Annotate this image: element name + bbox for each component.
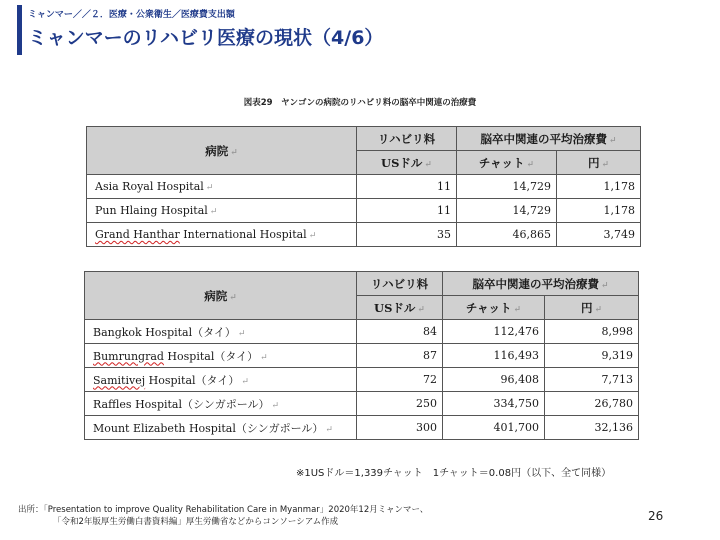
title-accent-bar bbox=[17, 5, 22, 55]
kyat-value: 14,729 bbox=[457, 175, 557, 199]
header-kyat: チャット ↵ bbox=[457, 151, 557, 175]
yen-value: 1,178 bbox=[557, 175, 641, 199]
usd-value: 11 bbox=[357, 175, 457, 199]
figure-caption: 図表29 ヤンゴンの病院のリハビリ料の脳卒中関連の治療費 bbox=[243, 98, 477, 108]
table-row bbox=[87, 223, 641, 247]
table-row bbox=[85, 368, 639, 392]
kyat-value: 401,700 bbox=[443, 416, 545, 440]
hospital-name: Grand Hanthar International Hospital ↵ bbox=[87, 223, 357, 247]
yen-value: 7,713 bbox=[545, 368, 639, 392]
usd-value: 84 bbox=[357, 320, 443, 344]
hospital-name: Mount Elizabeth Hospital（シンガポール） ↵ bbox=[85, 416, 357, 440]
page-number: 26 bbox=[648, 509, 664, 523]
yen-value: 1,178 bbox=[557, 199, 641, 223]
hospital-name: Asia Royal Hospital ↵ bbox=[87, 175, 357, 199]
table-row bbox=[85, 416, 639, 440]
header-stroke: 脳卒中関連の平均治療費 ↵ bbox=[457, 127, 641, 151]
yen-value: 9,319 bbox=[545, 344, 639, 368]
kyat-value: 96,408 bbox=[443, 368, 545, 392]
kyat-value: 116,493 bbox=[443, 344, 545, 368]
source-line-2: 「令和2年版厚生労働白書資料編」厚生労働省などからコンソーシアム作成 bbox=[53, 517, 339, 527]
header-usd: USドル ↵ bbox=[357, 151, 457, 175]
usd-value: 11 bbox=[357, 199, 457, 223]
header-usd: USドル ↵ bbox=[357, 296, 443, 320]
usd-value: 250 bbox=[357, 392, 443, 416]
source-line-1: 出所：「Presentation to improve Quality Rehabilitation Care in Myanmar」2020年12月ミャンマー、 bbox=[18, 505, 429, 515]
usd-value: 35 bbox=[357, 223, 457, 247]
yen-value: 32,136 bbox=[545, 416, 639, 440]
header-rehab: リハビリ料 bbox=[357, 127, 457, 151]
header-stroke: 脳卒中関連の平均治療費 ↵ bbox=[443, 272, 639, 296]
hospital-name: Pun Hlaing Hospital ↵ bbox=[87, 199, 357, 223]
header-kyat: チャット ↵ bbox=[443, 296, 545, 320]
table-row bbox=[85, 320, 639, 344]
yangon-hospital-cost-table bbox=[86, 126, 641, 247]
kyat-value: 334,750 bbox=[443, 392, 545, 416]
overseas-hospital-cost-table bbox=[84, 271, 639, 440]
header-hospital: 病院 ↵ bbox=[85, 272, 357, 320]
header-hospital: 病院 ↵ bbox=[87, 127, 357, 175]
yen-value: 26,780 bbox=[545, 392, 639, 416]
source-note bbox=[18, 504, 428, 528]
header-yen: 円 ↵ bbox=[545, 296, 639, 320]
header-rehab: リハビリ料 bbox=[357, 272, 443, 296]
breadcrumb: ミャンマー／／２．医療・公衆衛生／医療費支出額 bbox=[28, 10, 235, 20]
table-row bbox=[85, 392, 639, 416]
yen-value: 3,749 bbox=[557, 223, 641, 247]
table-row bbox=[87, 199, 641, 223]
usd-value: 72 bbox=[357, 368, 443, 392]
table-row bbox=[87, 175, 641, 199]
hospital-name: Bumrungrad Hospital（タイ） ↵ bbox=[85, 344, 357, 368]
table-row bbox=[85, 344, 639, 368]
usd-value: 87 bbox=[357, 344, 443, 368]
page-title: ミャンマーのリハビリ医療の現状（4/6） bbox=[28, 27, 384, 49]
exchange-rate-footnote: ※1USドル＝1,339チャット 1チャット＝0.08円（以下、全て同様） bbox=[296, 468, 612, 479]
kyat-value: 14,729 bbox=[457, 199, 557, 223]
hospital-name: Raffles Hospital（シンガポール） ↵ bbox=[85, 392, 357, 416]
kyat-value: 112,476 bbox=[443, 320, 545, 344]
usd-value: 300 bbox=[357, 416, 443, 440]
yen-value: 8,998 bbox=[545, 320, 639, 344]
kyat-value: 46,865 bbox=[457, 223, 557, 247]
header-yen: 円 ↵ bbox=[557, 151, 641, 175]
hospital-name: Samitivej Hospital（タイ） ↵ bbox=[85, 368, 357, 392]
hospital-name: Bangkok Hospital（タイ） ↵ bbox=[85, 320, 357, 344]
